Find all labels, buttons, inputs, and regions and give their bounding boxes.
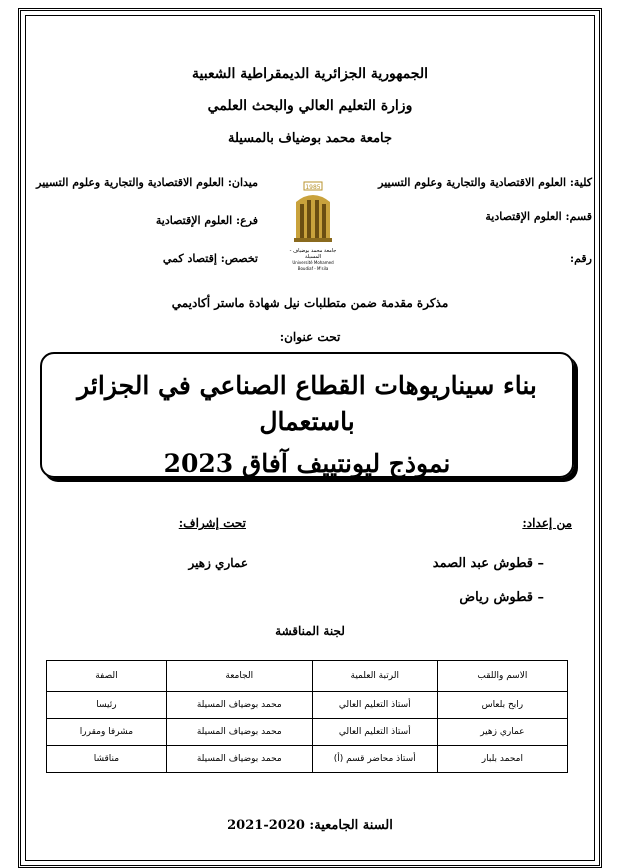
thesis-title-line-1: بناء سيناريوهات القطاع الصناعي في الجزائر باستعمال: [77, 371, 537, 436]
specialty-label: تخصص: إقتصاد كمي: [162, 252, 258, 265]
header-rank: الرتبة العلمية: [312, 661, 437, 692]
committee-label: لجنة المناقشة: [275, 624, 345, 638]
logo-caption-arabic: جامعة محمد بوضياف - المسيلة: [289, 248, 337, 260]
table-header-row: [47, 661, 568, 692]
student-item: [459, 590, 544, 605]
university-logo: [288, 180, 338, 271]
cell-role: رئيسا: [47, 692, 167, 719]
logo-caption-french: Université Mohamed Boudiaf - M'sila: [292, 260, 334, 271]
cell-role: مناقشا: [47, 746, 167, 773]
logo-year: 1985: [305, 184, 321, 191]
student-item: [433, 556, 544, 571]
number-label: رقم:: [570, 252, 592, 265]
cell-name: رابح بلعاس: [437, 692, 567, 719]
cell-rank: أستاذ التعليم العالي: [312, 719, 437, 746]
cell-university: محمد بوضياف المسيلة: [166, 692, 312, 719]
department-label: قسم: العلوم الإقتصادية: [485, 210, 592, 223]
student-name: قطوش رياض: [459, 590, 533, 605]
table-row: [47, 746, 568, 773]
academic-year: السنة الجامعية: 2020-2021: [227, 818, 393, 833]
supervision-label: تحت إشراف:: [178, 516, 246, 530]
university-name: جامعة محمد بوضياف بالمسيلة: [227, 131, 393, 146]
header-university: الجامعة: [166, 661, 312, 692]
cell-rank: أستاذ التعليم العالي: [312, 692, 437, 719]
table-row: [47, 719, 568, 746]
cell-name: عماري زهير: [437, 719, 567, 746]
thesis-title-line-2: نموذج ليونتييف آفاق 2023: [163, 449, 451, 478]
bullet-dash: –: [532, 590, 544, 605]
memo-text: مذكرة مقدمة ضمن متطلبات نيل شهادة ماستر أكاديمي: [171, 296, 449, 310]
cell-rank: أستاذ محاضر قسم (أ): [312, 746, 437, 773]
supervisor-name: عماري زهير: [188, 556, 248, 570]
thesis-title-box: [40, 352, 574, 478]
country-name: الجمهورية الجزائرية الديمقراطية الشعبية: [191, 66, 428, 82]
field-label: ميدان: العلوم الاقتصادية والتجارية وعلوم التسيير: [36, 176, 258, 189]
cell-name: امحمد بلبار: [437, 746, 567, 773]
faculty-label: كلية: العلوم الاقتصادية والتجارية وعلوم التسيير: [378, 176, 592, 189]
jury-table: [46, 660, 568, 773]
prepared-by-label: من إعداد:: [522, 516, 572, 530]
bullet-dash: –: [532, 556, 544, 571]
under-title-label: تحت عنوان:: [279, 330, 341, 344]
cell-university: محمد بوضياف المسيلة: [166, 746, 312, 773]
header-name: الاسم واللقب: [437, 661, 567, 692]
branch-label: فرع: العلوم الإقتصادية: [155, 214, 258, 227]
table-row: [47, 692, 568, 719]
header-role: الصفة: [47, 661, 167, 692]
cell-university: محمد بوضياف المسيلة: [166, 719, 312, 746]
university-logo-icon: [288, 180, 338, 244]
cell-role: مشرفا ومقررا: [47, 719, 167, 746]
student-name: قطوش عبد الصمد: [432, 556, 533, 571]
ministry-name: وزارة التعليم العالي والبحث العلمي: [207, 98, 413, 114]
